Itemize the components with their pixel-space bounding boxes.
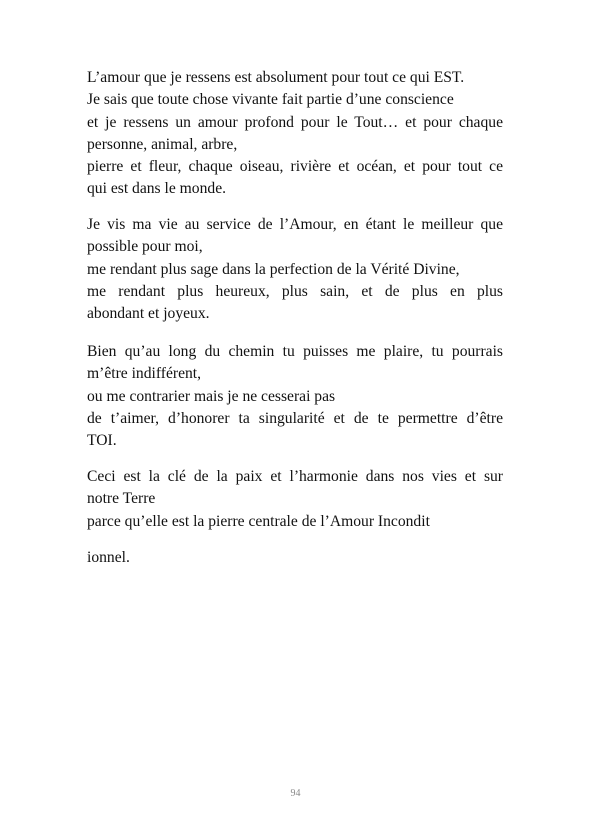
text-line: parce qu’elle est la pierre centrale de l’Amour Incondit xyxy=(87,512,430,530)
text-line: personne, animal, arbre, xyxy=(87,135,238,153)
text-line: abondant et joyeux. xyxy=(87,305,210,323)
text-line: Bien qu’au long du chemin tu puisses me plaire, tu pourrais xyxy=(87,343,503,360)
text-line: me rendant plus heureux, plus sain, et de plus en plus xyxy=(87,282,503,300)
paragraph-1 xyxy=(87,67,503,201)
paragraph-2 xyxy=(87,214,503,325)
paragraph-4 xyxy=(87,466,503,533)
text-line: L’amour que je ressens est absolument pour tout ce qui EST. xyxy=(87,69,465,86)
text-line: ionnel. xyxy=(87,549,130,566)
text-line: ou me contrarier mais je ne cesserai pas xyxy=(87,387,336,405)
text-line: m’être indifférent, xyxy=(87,365,202,383)
text-line: me rendant plus sage dans la perfection de la Vérité Divine, xyxy=(87,260,460,278)
text-line: pierre et fleur, chaque oiseau, rivière et océan, et pour tout ce xyxy=(87,158,503,176)
text-line: qui est dans le monde. xyxy=(87,180,227,198)
text-line: Je vis ma vie au service de l’Amour, en étant le meilleur que xyxy=(87,216,503,233)
text-line: de t’aimer, d’honorer ta singularité et de te permettre d’être xyxy=(87,409,503,427)
text-line: et je ressens un amour profond pour le Tout… et pour chaque xyxy=(87,113,503,131)
page-number: 94 xyxy=(290,788,301,799)
paragraph-5 xyxy=(87,547,503,569)
text-line: Je sais que toute chose vivante fait partie d’une conscience xyxy=(87,91,454,109)
text-line: possible pour moi, xyxy=(87,238,203,256)
text-line: notre Terre xyxy=(87,490,156,508)
text-line: TOI. xyxy=(87,432,117,450)
paragraph-3 xyxy=(87,341,503,452)
text-line: Ceci est la clé de la paix et l’harmonie dans nos vies et sur xyxy=(87,468,503,485)
